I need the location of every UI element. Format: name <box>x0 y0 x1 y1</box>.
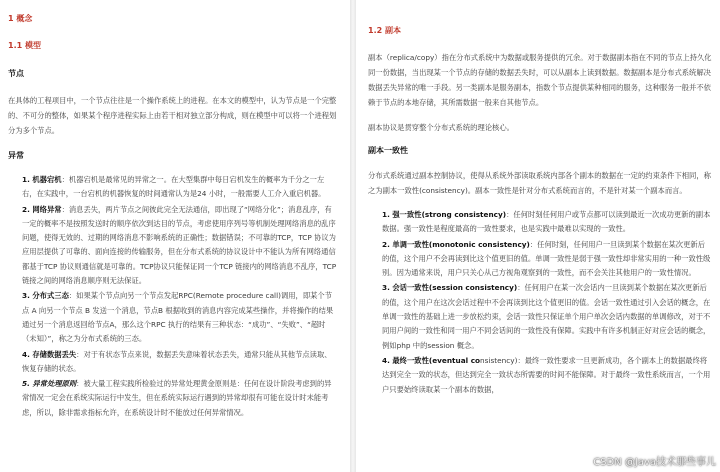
item-text: ：任何时刻，任何用户一旦读到某个数据在某次更新后的值，这个用户不会再读到比这个值更旧的值。单调一致性是弱于强一致性却非常实用的一种一致性级别。因为通常来说，用户只关心从己方视角观察到的一致性，而不会关注其他用户的一致性情况。 <box>382 239 711 278</box>
item-term: 1. 强一致性(strong consistency) <box>382 210 507 219</box>
list-item <box>22 173 338 202</box>
consistency-list <box>368 208 712 397</box>
protocol-paragraph: 副本协议是贯穿整个分布式系统的理论核心。 <box>368 123 514 132</box>
item-term: 1. 机器宕机 <box>22 175 62 184</box>
item-text: ：如果某个节点向另一个节点发起RPC(Remote procedure call)调用，即某个节点 A 向另一个节点 B 发送一个消息，节点B 根据收到的消息内容完成某些操作，并将操作的结果通过另一个消息返回给节点A，那么这个RPC 执行的结果有三种状态：“成功”、“失败”、“超时（未知）”，称之为分布式系统的三态。 <box>22 291 334 344</box>
replica-paragraph: 副本（replica/copy）指在分布式系统中为数据或服务提供的冗余。对于数据副本指在不同的节点上持久化同一份数据，当出现某一个节点的存储的数据丢失时，可以从副本上读到数据。数据副本是分布式系统解决数据丢失异常的唯一手段。另一类副本是服务副本，指数个节点提供某种相同的服务，这种服务一般并不依赖于节点的本地存储，其所需数据一般来自其他节点。 <box>368 53 712 107</box>
list-item <box>22 203 338 289</box>
item-term: 4. 存储数据丢失 <box>22 349 77 359</box>
list-item <box>382 354 712 397</box>
list-item <box>382 208 712 237</box>
watermark: CSDN @Java技术那些事儿 <box>593 457 716 468</box>
item-text: ：机器宕机是最常见的异常之一。在大型集群中每日宕机发生的概率为千分之一左右，在实践中，一台宕机的机器恢复的时间通常认为是24 小时，一般需要人工介入重启机器。 <box>22 175 326 199</box>
list-item <box>382 238 712 281</box>
item-term: 2. 单调一致性(monotonic consistency) <box>382 239 530 249</box>
list-item <box>382 281 712 352</box>
list-item <box>22 377 338 420</box>
list-item <box>22 348 338 377</box>
item-text: nsistency)：最终一致性要求一旦更新成功，各个副本上的数据最终将达到完全一致的状态，但达到完全一致状态所需要的时间不能保障。对于最终一致性系统而言，一个用户只要始终读取某一个副本的数据， <box>382 355 711 394</box>
item-term: 5. 异常处理原则 <box>22 379 77 389</box>
item-term: 4. 最终一致性(eventual co <box>382 355 481 365</box>
list-item <box>22 289 338 346</box>
chapter-heading: 1 概念 <box>8 14 33 23</box>
item-text: ：任何时刻任何用户或节点都可以读到最近一次成功更新的副本数据。强一致性是程度最高的一致性要求，也是实践中最难以实现的一致性。 <box>382 210 711 234</box>
page-right <box>356 0 720 472</box>
item-text: ：对于有状态节点来说，数据丢失意味着状态丢失，通常只能从其他节点读取、恢复存储的状态。 <box>22 349 332 373</box>
item-term: 3. 分布式三态 <box>22 291 69 301</box>
item-term: 2. 网络异常 <box>22 204 62 214</box>
item-text: ：任何用户在某一次会话内一旦读到某个数据在某次更新后的值，这个用户在这次会话过程中不会再读到比这个值更旧的值。会话一致性通过引入会话的概念，在单调一致性的基础上进一步放松约束，会话一致性只保证单个用户单次会话内数据的单调修改，对于不同用户间的一致性和同一用户不同会话间的一致性没有保障。实践中有许多机制正好对应会话的概念，例如php 中的session 概念。 <box>382 283 711 350</box>
exception-list <box>8 173 338 420</box>
node-paragraph: 在具体的工程项目中，一个节点往往是一个操作系统上的进程。在本文的模型中，认为节点是一个完整的、不可分的整体，如果某个程序进程实际上由若干相对独立部分构成，则在模型中可以将一个进程划分为多个节点。 <box>8 96 337 135</box>
node-heading: 节点 <box>8 69 24 78</box>
item-term: 3. 会话一致性(session consistency) <box>382 283 518 293</box>
section-heading-model: 1.1 模型 <box>8 41 41 50</box>
consistency-paragraph: 分布式系统通过副本控制协议，使得从系统外部读取系统内部各个副本的数据在一定的约束条件下相同，称之为副本一致性(consistency)。副本一致性是针对分布式系统而言的，不是针对某一个副本而言。 <box>368 171 711 195</box>
section-heading-replica: 1.2 副本 <box>368 26 401 35</box>
page-left <box>0 0 350 472</box>
exception-heading: 异常 <box>8 151 24 160</box>
consistency-heading: 副本一致性 <box>368 146 408 155</box>
item-text: ：被大量工程实践所检验过的异常处理黄金原则是：任何在设计阶段考虑到的异常情况一定会在系统实际运行中发生，但在系统实际运行遇到的异常却很有可能在设计时未能考虑，所以，除非需求指标允许，在系统设计时不能放过任何异常情况。 <box>22 379 332 417</box>
item-text: ：消息丢失，两片节点之间彼此完全无法通信，即出现了“网络分化”；消息乱序，有一定的概率不是按照发送时的顺序依次到达目的节点，考虑使用序列号等机制处理网络消息的乱序问题，使得无效的、过期的网络消息不影响系统的正确性；数据错误；不可靠的TCP，TCP 协议为应用层提供了可靠的、面向连接的传输服务，但在分布式系统的协议设计中不能认为所有网络通信都基于TCP 协议则通信就是可靠的。TCP协议只能保证同一个TCP 链接内的网络消息不乱序，TCP 链接之间的网络消息顺序则无法保证。 <box>22 204 337 286</box>
